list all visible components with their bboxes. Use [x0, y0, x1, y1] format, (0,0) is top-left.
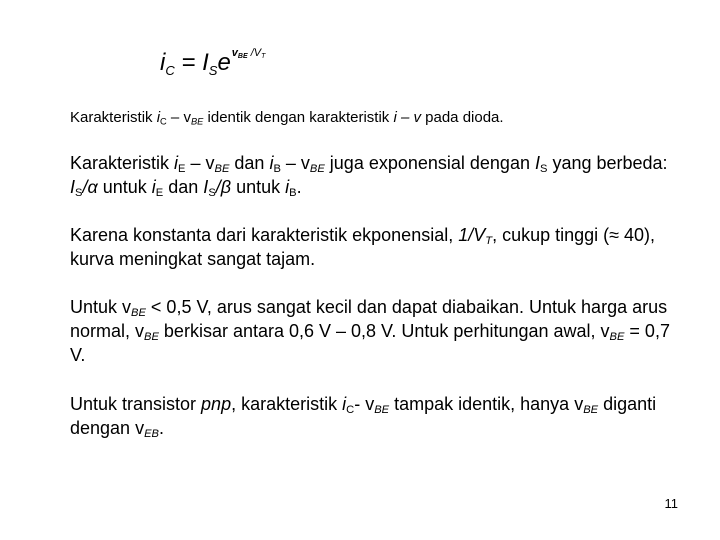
eq-equals: =	[174, 49, 203, 76]
paragraph-exponential-constant: Karena konstanta dari karakteristik ekponensial, $1/V_T$, cukup tinggi (≈ 40), kurva meningkat sangat tajam.	[70, 225, 656, 269]
paragraph-ic-vbe-diode: Karakteristik $i_C - v_{BE}$ identik dengan karakteristik i – v pada dioda.	[70, 109, 504, 127]
eq-exp-base: e	[217, 49, 231, 76]
paragraph-pnp-transistor: Untuk transistor pnp, karakteristik $i_C-$ $v_{BE}$ tampak identik, hanya $v_{BE}$ diganti dengan $v_{EB}$.	[70, 394, 657, 440]
eq-exponent: vBE /VT	[231, 47, 266, 60]
eq-is: $I_S$	[202, 49, 218, 78]
paragraph-ie-ib-exponential: Karakteristik $i_E - v_{BE}$ dan $i_B - v_{BE}$ juga exponensial dengan $I_S$ yang berbeda: $I_S/\alpha$ untuk $i_E$ dan $I_S/\beta$ untuk $i_B$.	[70, 153, 668, 199]
page-number: 11	[664, 496, 678, 511]
paragraph-vbe-values: Untuk $v_{BE} < 0,5$ V, arus sangat kecil dan dapat diabaikan. Untuk harga arus normal, $v_{BE}$ berkisar antara 0,6 V – 0,8 V. Untuk perhitungan awal, $v_{BE} = 0,7$ V.	[70, 297, 670, 365]
eq-ic: $i_C$	[160, 49, 175, 78]
collector-current-equation	[160, 48, 265, 86]
